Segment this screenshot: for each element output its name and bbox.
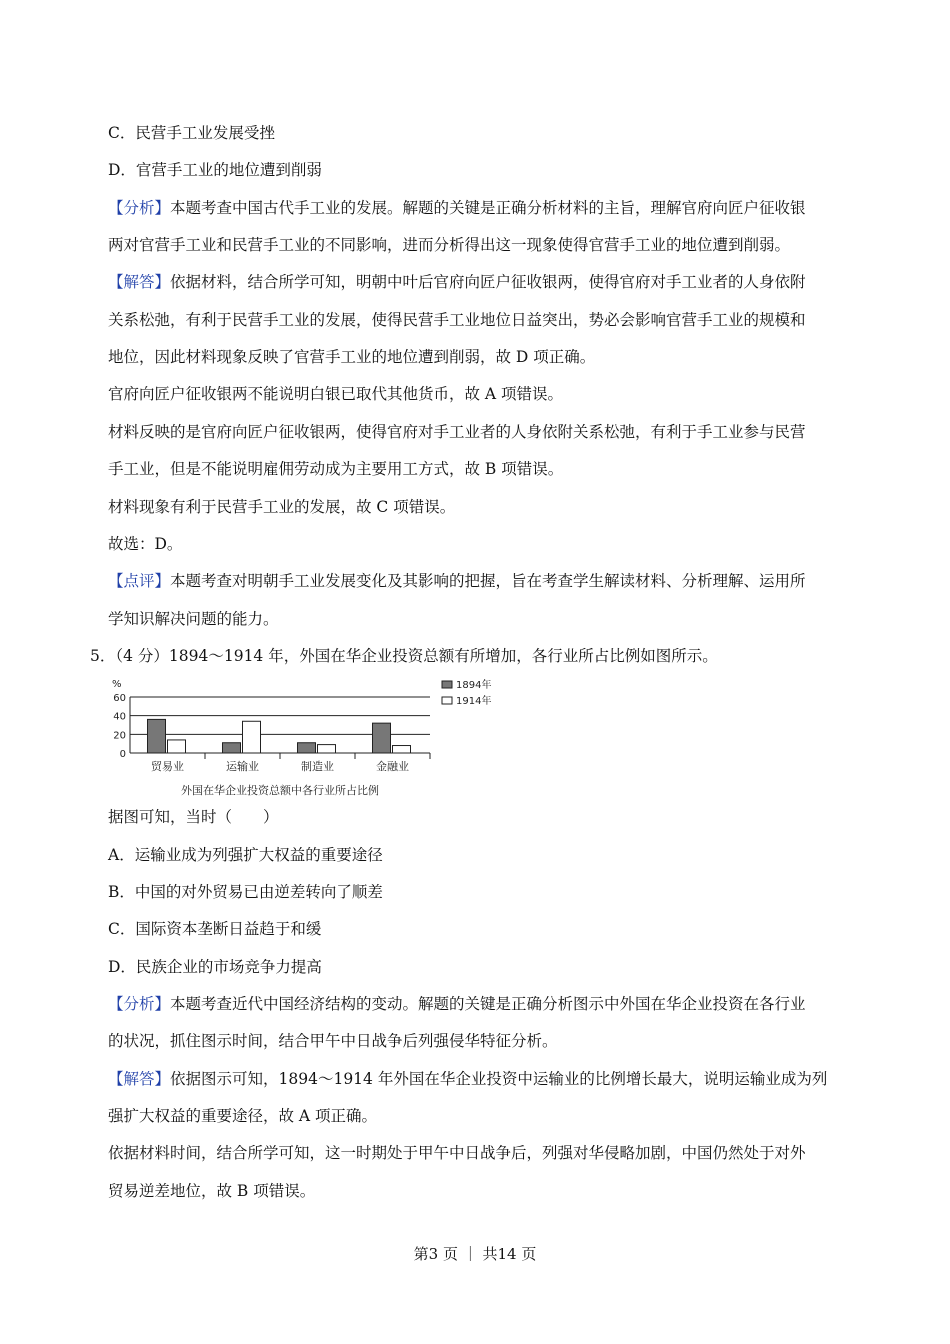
answer-1-line-8: 故选：D。: [108, 535, 183, 553]
page-footer: 第3 页 ｜ 共14 页: [413, 1245, 537, 1263]
chart-title: 外国在华企业投资总额中各行业所占比例: [181, 784, 379, 797]
bar: [393, 746, 411, 753]
comment-tag: 【点评】: [108, 572, 171, 590]
answer-1-line-1: [108, 271, 806, 293]
option-b: B．中国的对外贸易已由逆差转向了顺差: [108, 883, 383, 901]
answer-1-line-2: 关系松弛，有利于民营手工业的发展，使得民营手工业地位日益突出，势必会影响官营手工业的规模和: [108, 311, 806, 329]
answer-2-line-1: [108, 1068, 827, 1090]
answer-tag: 【解答】: [108, 1070, 171, 1088]
answer-2-text: 依据图示可知，1894～1914 年外国在华企业投资中运输业的比例增长最大，说明运输业成为列: [170, 1070, 828, 1088]
x-category-label: 制造业: [301, 760, 334, 773]
analysis-2-text: 本题考查近代中国经济结构的变动。解题的关键是正确分析图示中外国在华企业投资在各行业: [170, 995, 806, 1013]
option-a: A．运输业成为列强扩大权益的重要途径: [108, 846, 383, 864]
x-category-label: 金融业: [376, 760, 409, 773]
analysis-tag: 【分析】: [108, 995, 171, 1013]
option-d: D．民族企业的市场竞争力提高: [108, 958, 322, 976]
option-c-prev: C．民营手工业发展受挫: [108, 124, 275, 142]
y-tick-label: 20: [113, 730, 126, 742]
legend-swatch: [442, 697, 452, 704]
comment-1-line-1: [108, 570, 806, 592]
y-axis-unit: %: [112, 679, 122, 690]
bar: [243, 721, 261, 753]
bar: [223, 743, 241, 753]
answer-1-line-5: 材料反映的是官府向匠户征收银两，使得官府对手工业者的人身依附关系松弛，有利于手工业参与民营: [108, 423, 806, 441]
comment-1-line-2: 学知识解决问题的能力。: [108, 610, 279, 628]
answer-1-line-4: 官府向匠户征收银两不能说明白银已取代其他货币，故 A 项错误。: [108, 385, 564, 403]
bar-chart: [108, 676, 528, 802]
answer-2-line-3: 依据材料时间，结合所学可知，这一时期处于甲午中日战争后，列强对华侵略加剧，中国仍然处于对外: [108, 1144, 806, 1162]
answer-2-line-2: 强扩大权益的重要途径，故 A 项正确。: [108, 1107, 378, 1125]
bar: [318, 745, 336, 753]
x-category-label: 运输业: [226, 760, 259, 773]
legend-swatch: [442, 681, 452, 688]
y-tick-label: 60: [113, 693, 126, 704]
x-category-label: 贸易业: [151, 760, 184, 773]
comment-1-text: 本题考查对明朝手工业发展变化及其影响的把握，旨在考查学生解读材料、分析理解、运用所: [170, 572, 806, 590]
analysis-tag: 【分析】: [108, 199, 171, 217]
y-tick-label: 0: [119, 749, 126, 760]
bar: [298, 743, 316, 753]
option-d-prev: D．官营手工业的地位遭到削弱: [108, 161, 322, 179]
analysis-2-line-1: [108, 993, 806, 1015]
question-5-stem: 5．（4 分）1894～1914 年，外国在华企业投资总额有所增加，各行业所占比例如图所示。: [90, 647, 718, 665]
analysis-1-text: 本题考查中国古代手工业的发展。解题的关键是正确分析材料的主旨，理解官府向匠户征收银: [170, 199, 806, 217]
answer-1-line-7: 材料现象有利于民营手工业的发展，故 C 项错误。: [108, 498, 456, 516]
answer-1-line-6: 手工业，但是不能说明雇佣劳动成为主要用工方式，故 B 项错误。: [108, 460, 564, 478]
answer-1-text: 依据材料，结合所学可知，明朝中叶后官府向匠户征收银两，使得官府对手工业者的人身依附: [170, 273, 806, 291]
option-c: C．国际资本垄断日益趋于和缓: [108, 920, 322, 938]
answer-tag: 【解答】: [108, 273, 171, 291]
question-5-prompt: 据图可知，当时（ ）: [108, 808, 279, 826]
bar: [148, 719, 166, 753]
bar: [373, 723, 391, 753]
analysis-1-line-1: [108, 197, 806, 219]
legend-label: 1914年: [456, 696, 492, 707]
answer-2-line-4: 贸易逆差地位，故 B 项错误。: [108, 1182, 316, 1200]
answer-1-line-3: 地位，因此材料现象反映了官营手工业的地位遭到削弱，故 D 项正确。: [108, 348, 596, 366]
legend-label: 1894年: [456, 680, 492, 691]
analysis-1-line-2: 两对官营手工业和民营手工业的不同影响，进而分析得出这一现象使得官营手工业的地位遭到削弱。: [108, 236, 791, 254]
y-tick-label: 40: [113, 711, 126, 723]
bar: [168, 740, 186, 753]
analysis-2-line-2: 的状况，抓住图示时间，结合甲午中日战争后列强侵华特征分析。: [108, 1032, 558, 1050]
